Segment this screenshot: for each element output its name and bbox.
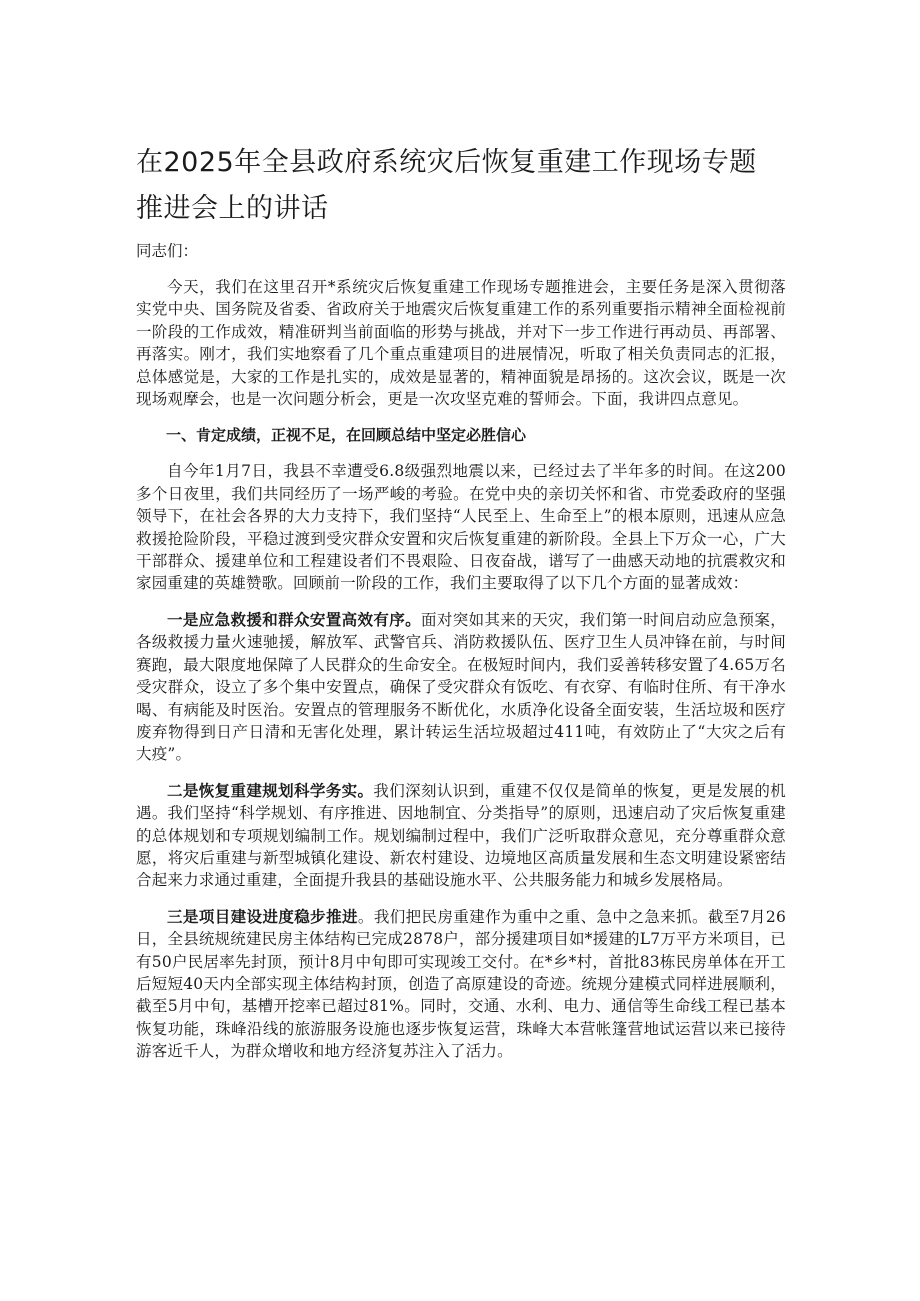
title-line-2: 推进会上的讲话: [136, 193, 329, 224]
document-page: [136, 140, 786, 1077]
point-1-body: 面对突如其来的天灾，我们第一时间启动应急预案，各级救援力量火速驰援，解放军、武警官兵、消防救援队伍、医疗卫生人员冲锋在前，与时间赛跑，最大限度地保障了人民群众的生命安全。在极短时间内，我们妥善转移安置了4.65万名受灾群众，设立了多个集中安置点，确保了受灾群众有饭吃、有衣穿、有临时住所、有干净水喝、有病能及时医治。安置点的管理服务不断优化，水质净化设备全面安装，生活垃圾和医疗废弃物得到日产日清和无害化处理，累计转运生活垃圾超过411吨，有效防止了“大灾之后有大疫”。: [136, 610, 787, 764]
point-2-paragraph: [136, 780, 786, 892]
section-1-heading: 一、肯定成绩，正视不足，在回顾总结中坚定必胜信心: [166, 426, 527, 445]
point-1-lead: 一是应急救援和群众安置高效有序。: [167, 610, 422, 629]
point-2-body: 我们深刻认识到，重建不仅仅是简单的恢复，更是发展的机遇。我们坚持“科学规划、有序推进、因地制宜、分类指导”的原则，迅速启动了灾后恢复重建的总体规划和专项规划编制工作。规划编制过程中，我们广泛听取群众意见，充分尊重群众意愿，将灾后重建与新型城镇化建设、新农村建设、边境地区高质量发展和生态文明建设紧密结合起来力求通过重建，全面提升我县的基础设施水平、公共服务能力和城乡发展格局。: [136, 781, 786, 890]
point-3-lead: 三是项目建设进度稳步推进: [167, 907, 358, 926]
salutation: 同志们：: [136, 242, 199, 260]
section-1-paragraph: 自今年1月7日，我县不幸遭受6.8级强烈地震以来，已经过去了半年多的时间。在这200多个日夜里，我们共同经历了一场严峻的考验。在党中央的亲切关怀和省、市党委政府的坚强领导下，在社会各界的大力支持下，我们坚持“人民至上、生命至上”的根本原则，迅速从应急救援抢险阶段，平稳过渡到受灾群众安置和灾后恢复重建的新阶段。全县上下万众一心，广大干部群众、援建单位和工程建设者们不畏艰险、日夜奋战，谱写了一曲感天动地的抗震救灾和家园重建的英雄赞歌。回顾前一阶段的工作，我们主要取得了以下几个方面的显著成效：: [136, 462, 786, 593]
point-1-paragraph: [136, 609, 786, 766]
document-title: [136, 140, 786, 232]
point-2-lead: 二是恢复重建规划科学务实。: [167, 781, 374, 800]
intro-paragraph: 今天，我们在这里召开*系统灾后恢复重建工作现场专题推进会，主要任务是深入贯彻落实党中央、国务院及省委、省政府关于地震灾后恢复重建工作的系列重要指示精神全面检视前一阶段的工作成效，精准研判当前面临的形势与挑战，并对下一步工作进行再动员、再部署、再落实。刚才，我们实地察看了几个重点重建项目的进展情况，听取了相关负责同志的汇报，总体感觉是，大家的工作是扎实的，成效是显著的，精神面貌是昂扬的。这次会议，既是一次现场观摩会，也是一次问题分析会，更是一次攻坚克难的誓师会。下面，我讲四点意见。: [136, 278, 786, 409]
title-line-1: 在2025年全县政府系统灾后恢复重建工作现场专题: [136, 147, 757, 178]
point-3-body: 。我们把民房重建作为重中之重、急中之急来抓。截至7月26日，全县统规统建民房主体结构已完成2878户，部分援建项目如*援建的L7万平方米项目，已有50户民居率先封顶，预计8月中旬即可实现竣工交付。在*乡*村，首批83栋民房单体在开工后短短40天内全部实现主体结构封顶，创造了高原建设的奇迹。统规分建模式同样进展顺利，截至5月中旬，基槽开挖率已超过81%。同时，交通、水利、电力、通信等生命线工程已基本恢复功能，珠峰沿线的旅游服务设施也逐步恢复运营，珠峰大本营帐篷营地试运营以来已接待游客近千人，为群众增收和地方经济复苏注入了活力。: [136, 907, 787, 1061]
point-3-paragraph: [136, 906, 786, 1063]
